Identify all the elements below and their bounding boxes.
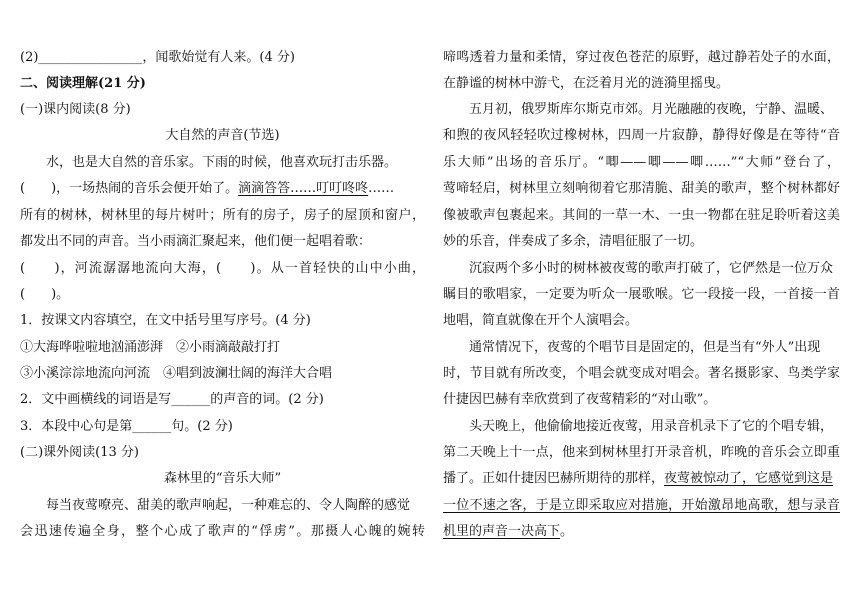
passage2-line-1: 每当夜莺嘹亮、甜美的歌声响起，一种难忘的、令人陶醉的感觉 xyxy=(46,498,411,513)
passage1-line-1: 水，也是大自然的音乐家。下雨的时候，他喜欢玩打击乐器。 xyxy=(46,155,398,170)
question-1: 1．按课文内容填空，在文中括号里写序号。(4 分) xyxy=(20,313,311,328)
question-line-2: (2)________________，闻歌始觉有人来。(4 分) xyxy=(20,50,295,65)
passage1-line-3: 所有的树林，树林里的每片树叶；所有的房子，房子的屋顶和窗户， xyxy=(20,208,425,223)
passage2-line-10: 妙的乐音，伴奏成了多余，清唱征服了一切。 xyxy=(443,234,704,249)
section-heading-reading: 二、阅读理解(21 分) xyxy=(20,76,146,91)
passage1-line-5: ( )，河流潺潺地流向大海，( )。从一首轻快的山中小曲， xyxy=(20,261,425,276)
passage2-line-8: 莺啼轻启，树林里立刻响彻着它那清脆、甜美的歌声，整个树林都好 xyxy=(443,181,840,196)
sentence-end-mark: 。 xyxy=(560,524,574,539)
passage2-line-2: 会迅速传遍全身，整个心成了歌声的“俘虏”。那摄人心魄的婉转 xyxy=(20,524,425,539)
underlined-sentence-part-2: 一位不速之客，于是立即采取应对措施，开始激昂地高歌，想与录音 xyxy=(443,498,840,513)
option-row-2: ③小溪淙淙地流向河流 ④唱到波澜壮阔的海洋大合唱 xyxy=(20,366,333,381)
passage2-line-14: 通常情况下，夜莺的个唱节目是固定的，但是当有“外人”出现 xyxy=(469,340,821,355)
passage2-line-3: 啼鸣透着力量和柔情，穿过夜色苍茫的原野，越过静若处子的水面， xyxy=(443,50,840,65)
question-2: 2．文中画横线的词语是写______的声音的词。(2 分) xyxy=(20,392,324,407)
passage2-line-19-text: 播了。正如什捷因巴赫所期待的那样， xyxy=(443,471,665,486)
passage1-blank-text: ( )，一场热闹的音乐会便开始了。 xyxy=(20,181,239,196)
passage2-line-15: 时，节目就有所改变，个唱会就变成对唱会。著名摄影家、鸟类学家 xyxy=(443,366,840,381)
passage-title-2: 森林里的“音乐大师” xyxy=(163,471,282,486)
passage2-line-11: 沉寂两个多小时的树林被夜莺的歌声打破了，它俨然是一位万众 xyxy=(469,261,834,276)
passage1-line-2 xyxy=(20,177,394,201)
underlined-sentence-part-1: 夜莺被惊动了，它感觉到这是 xyxy=(664,471,834,486)
passage2-line-4: 在静谧的树林中游弋，在泛着月光的涟漪里摇曳。 xyxy=(443,76,730,91)
passage2-line-16: 什捷因巴赫有幸欣赏到了夜莺精彩的“对山歌”。 xyxy=(443,392,717,407)
passage-title-1: 大自然的声音(节选) xyxy=(165,128,280,143)
passage2-line-18: 第二天晚上十一点，他来到树林里打开录音机，昨晚的音乐会立即重 xyxy=(443,445,840,460)
passage2-line-7: 乐大师”出场的音乐厅。“唧——唧——唧……”“大师”登台了， xyxy=(443,155,840,170)
passage2-line-13: 地唱，简直就像在开个人演唱会。 xyxy=(443,313,639,328)
passage2-line-9: 像被歌声包裹起来。其间的一草一木、一虫一物都在驻足聆听着这美 xyxy=(443,208,840,223)
passage1-ellipsis: …… xyxy=(368,181,395,196)
passage1-line-6: ( )。 xyxy=(20,287,70,302)
passage1-line-4: 都发出不同的声音。当小雨滴汇聚起来，他们便一起唱着歌： xyxy=(20,234,372,249)
question-3: 3．本段中心句是第______句。(2 分) xyxy=(20,419,233,434)
option-row-1: ①大海哗啦啦地汹涌澎湃 ②小雨滴敲敲打打 xyxy=(20,340,281,355)
subsection-heading-inclass: (一)课内阅读(8 分) xyxy=(20,102,131,117)
passage2-line-19 xyxy=(443,467,833,491)
passage2-line-12: 瞩目的歌唱家，一定要为听众一展歌喉。它一段接一段，一首接一首 xyxy=(443,287,840,302)
passage2-line-17: 头天晚上，他偷偷地接近夜莺，用录音机录下了它的个唱专辑， xyxy=(469,419,834,434)
passage2-line-5: 五月初，俄罗斯库尔斯克市郊。月光融融的夜晚，宁静、温暖、 xyxy=(469,102,834,117)
subsection-heading-extra: (二)课外阅读(13 分) xyxy=(20,445,139,460)
underlined-sentence-part-3: 机里的声音一决高下 xyxy=(443,524,561,539)
passage2-line-6: 和煦的夜风轻轻吹过橡树林，四周一片寂静，静得好像是在等待“音 xyxy=(443,128,840,143)
passage2-line-21 xyxy=(443,520,573,544)
underlined-words: 滴滴答答……叮叮咚咚 xyxy=(238,181,369,196)
